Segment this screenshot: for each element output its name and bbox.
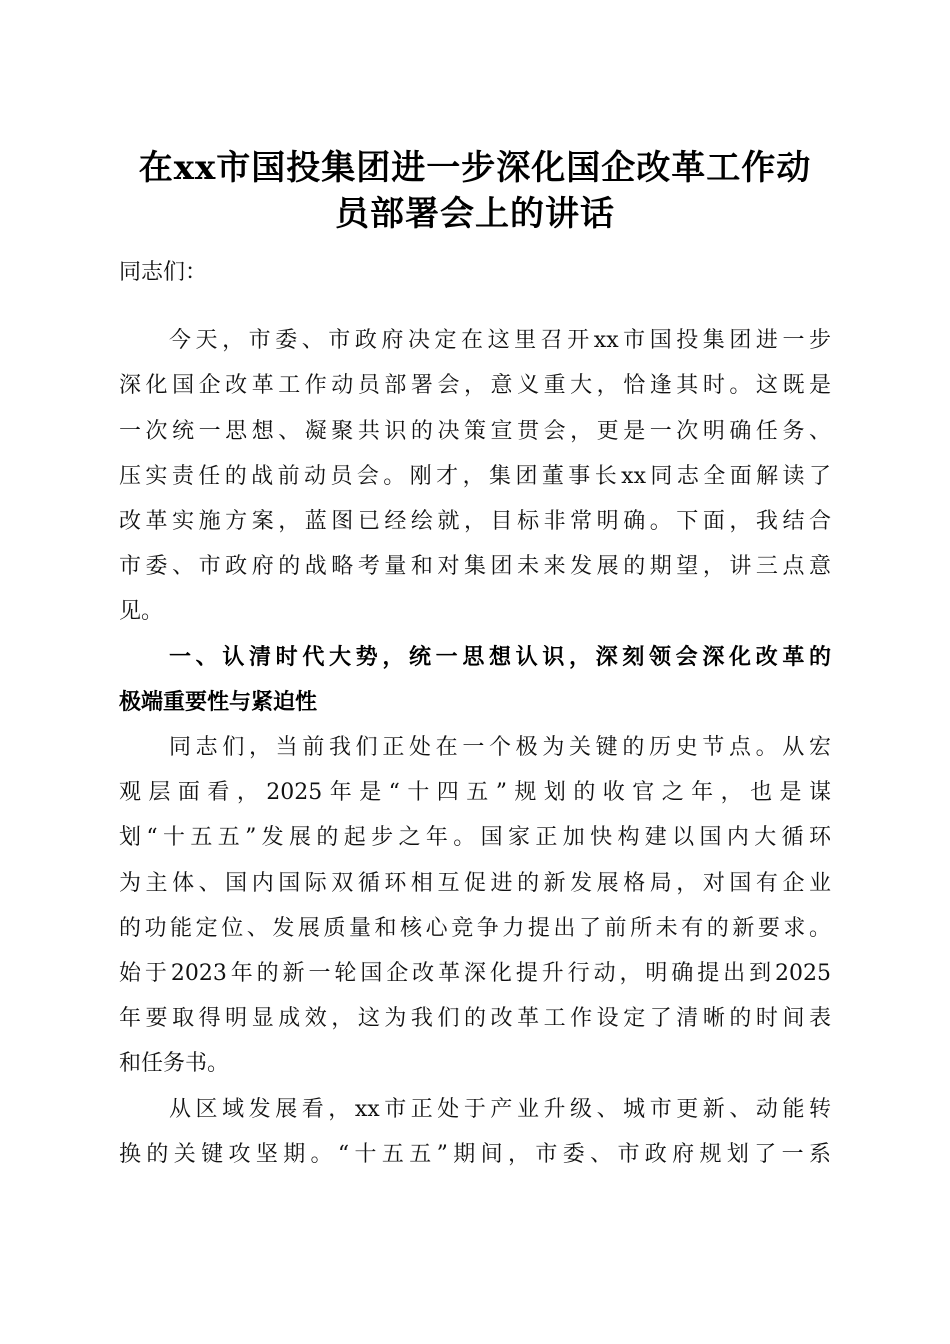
paragraph-2-line-4: 为主体、国内国际双循环相互促进的新发展格局，对国有企业	[119, 871, 831, 896]
paragraph-1-line-7: 见。	[119, 599, 164, 624]
salutation: 同志们：	[119, 260, 208, 285]
paragraph-1-line-3: 一次统一思想、凝聚共识的决策宣贯会，更是一次明确任务、	[119, 419, 831, 444]
paragraph-2-line-2: 观层面看，2025年是“十四五”规划的收官之年，也是谋	[119, 780, 831, 805]
paragraph-2-line-5: 的功能定位、发展质量和核心竞争力提出了前所未有的新要求。	[119, 916, 831, 941]
document-title-line-2: 员部署会上的讲话	[335, 194, 615, 234]
paragraph-1-line-5: 改革实施方案，蓝图已经绘就，目标非常明确。下面，我结合	[119, 509, 831, 534]
paragraph-2-line-6: 始于2023年的新一轮国企改革深化提升行动，明确提出到2025	[119, 961, 831, 986]
paragraph-2-line-3: 划“十五五”发展的起步之年。国家正加快构建以国内大循环	[119, 825, 831, 850]
document-title-line-1: 在xx市国投集团进一步深化国企改革工作动	[138, 148, 812, 188]
paragraph-3-line-2: 换的关键攻坚期。“十五五”期间，市委、市政府规划了一系	[119, 1142, 831, 1167]
paragraph-2-line-8: 和任务书。	[119, 1051, 230, 1076]
section-heading-1-line-2: 极端重要性与紧迫性	[119, 690, 318, 715]
paragraph-1-line-4: 压实责任的战前动员会。刚才，集团董事长xx同志全面解读了	[119, 464, 831, 489]
paragraph-1-line-6: 市委、市政府的战略考量和对集团未来发展的期望，讲三点意	[119, 554, 831, 579]
paragraph-2-line-1: 同志们，当前我们正处在一个极为关键的历史节点。从宏	[169, 735, 831, 760]
paragraph-2-line-7: 年要取得明显成效，这为我们的改革工作设定了清晰的时间表	[119, 1006, 831, 1031]
paragraph-1-line-2: 深化国企改革工作动员部署会，意义重大，恰逢其时。这既是	[119, 373, 831, 398]
paragraph-3-line-1: 从区域发展看，xx市正处于产业升级、城市更新、动能转	[169, 1097, 831, 1122]
section-heading-1-line-1: 一、认清时代大势，统一思想认识，深刻领会深化改革的	[169, 645, 831, 670]
paragraph-1-line-1: 今天，市委、市政府决定在这里召开xx市国投集团进一步	[169, 328, 831, 353]
